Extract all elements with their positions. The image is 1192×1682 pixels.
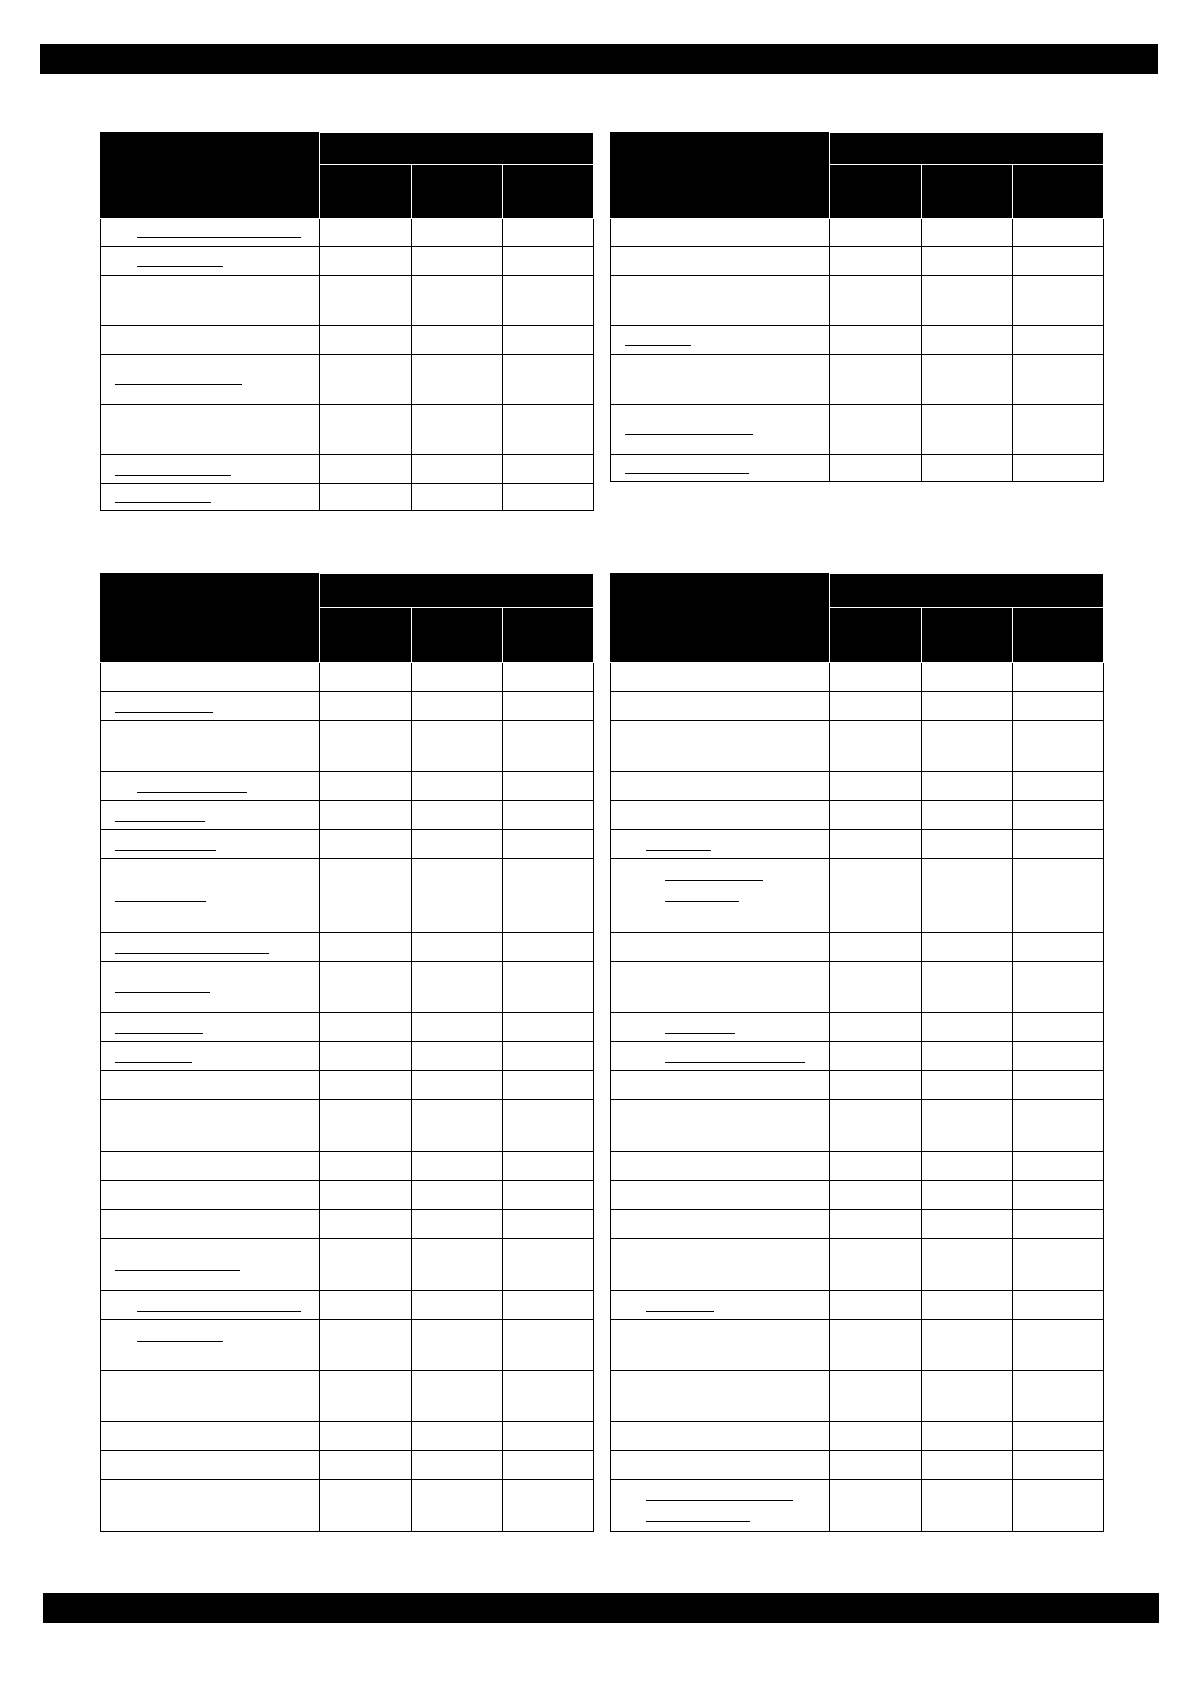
table-cell: [411, 1181, 502, 1210]
table-cell: [502, 1100, 593, 1152]
table-cell: [921, 1013, 1012, 1042]
table-cell: [921, 1451, 1012, 1480]
underline: [625, 434, 753, 435]
row-label: [101, 247, 320, 276]
table-cell: [411, 1291, 502, 1320]
table-cell: [411, 721, 502, 772]
table-cell: [1012, 663, 1103, 692]
table-cell: [921, 1371, 1012, 1422]
table-cell: [502, 455, 593, 484]
underline: [646, 1311, 714, 1312]
table-cell: [411, 1371, 502, 1422]
row-label: [101, 1152, 320, 1181]
subheader-cell: [1012, 608, 1103, 663]
table-cell: [411, 1013, 502, 1042]
row-label: [611, 1210, 830, 1239]
table-cell: [320, 1210, 411, 1239]
table-cell: [502, 1042, 593, 1071]
row-label: [611, 1071, 830, 1100]
table-cell: [1012, 1210, 1103, 1239]
table-cell: [411, 1480, 502, 1532]
row-label: [611, 326, 830, 355]
row-label: [611, 1291, 830, 1320]
table-cell: [921, 1239, 1012, 1291]
table-cell: [921, 721, 1012, 772]
table-cell: [921, 1042, 1012, 1071]
table-cell: [502, 1480, 593, 1532]
table-cell: [830, 247, 921, 276]
table-cell: [320, 1100, 411, 1152]
table-cell: [921, 1422, 1012, 1451]
row-label: [101, 355, 320, 405]
table-cell: [320, 455, 411, 484]
table-cell: [502, 801, 593, 830]
table-cell: [1012, 1181, 1103, 1210]
table-cell: [411, 326, 502, 355]
table-cell: [411, 663, 502, 692]
subheader-cell: [921, 165, 1012, 219]
underline: [625, 473, 749, 474]
table-cell: [830, 1239, 921, 1291]
underline: [115, 1270, 240, 1271]
row-label: [101, 484, 320, 511]
table-cell: [1012, 1291, 1103, 1320]
row-label: [611, 247, 830, 276]
table-cell: [320, 484, 411, 511]
table-cell: [830, 1451, 921, 1480]
table-cell: [830, 1071, 921, 1100]
row-label: [611, 1320, 830, 1371]
row-label: [101, 933, 320, 962]
table-cell: [320, 1013, 411, 1042]
subheader-cell: [320, 165, 411, 219]
table-cell: [502, 772, 593, 801]
table-cell: [411, 933, 502, 962]
row-label: [101, 859, 320, 933]
table-cell: [502, 1181, 593, 1210]
row-label: [611, 772, 830, 801]
table-cell: [320, 1422, 411, 1451]
table-cell: [411, 455, 502, 484]
table-cell: [320, 692, 411, 721]
row-label: [611, 1100, 830, 1152]
row-label: [611, 1013, 830, 1042]
table-cell: [921, 692, 1012, 721]
table-cell: [502, 1451, 593, 1480]
row-header-cell: [611, 574, 830, 663]
table-cell: [320, 933, 411, 962]
table-cell: [320, 355, 411, 405]
underline: [115, 850, 216, 851]
table-cell: [502, 355, 593, 405]
row-label: [611, 1181, 830, 1210]
table-cell: [411, 772, 502, 801]
table-cell: [830, 219, 921, 247]
table-cell: [320, 1291, 411, 1320]
table-cell: [1012, 247, 1103, 276]
table-cell: [502, 1210, 593, 1239]
row-label: [611, 455, 830, 482]
underline: [115, 712, 213, 713]
table-cell: [830, 1100, 921, 1152]
row-label: [611, 721, 830, 772]
table-cell: [830, 1320, 921, 1371]
table-cell: [502, 326, 593, 355]
table-cell: [1012, 326, 1103, 355]
table-cell: [502, 962, 593, 1013]
table-cell: [921, 247, 1012, 276]
table-cell: [1012, 801, 1103, 830]
table-cell: [830, 962, 921, 1013]
table-cell: [411, 1451, 502, 1480]
table-cell: [921, 1320, 1012, 1371]
table-cell: [1012, 721, 1103, 772]
table-cell: [320, 276, 411, 326]
underline: [665, 901, 739, 902]
row-label: [101, 1320, 320, 1371]
row-label: [101, 1071, 320, 1100]
table-cell: [830, 801, 921, 830]
table-cell: [921, 859, 1012, 933]
table-cell: [502, 721, 593, 772]
table-cell: [830, 1291, 921, 1320]
row-label: [101, 455, 320, 484]
table-cell: [411, 1071, 502, 1100]
row-label: [101, 1181, 320, 1210]
table-cell: [1012, 830, 1103, 859]
table-cell: [411, 276, 502, 326]
table-cell: [502, 484, 593, 511]
table-cell: [921, 663, 1012, 692]
table-cell: [1012, 405, 1103, 455]
table-cell: [411, 405, 502, 455]
table-cell: [1012, 859, 1103, 933]
table-cell: [830, 692, 921, 721]
table-cell: [830, 355, 921, 405]
table-cell: [1012, 1100, 1103, 1152]
group-header-cell: [320, 133, 594, 165]
table-cell: [502, 830, 593, 859]
table-cell: [830, 455, 921, 482]
row-label: [611, 1152, 830, 1181]
table-cell: [411, 1152, 502, 1181]
row-label: [611, 1042, 830, 1071]
table-cell: [502, 1013, 593, 1042]
row-label: [101, 1480, 320, 1532]
table-cell: [921, 933, 1012, 962]
table-cell: [320, 1320, 411, 1371]
table-cell: [502, 663, 593, 692]
subheader-cell: [502, 608, 593, 663]
table-cell: [320, 663, 411, 692]
table-cell: [1012, 962, 1103, 1013]
table-cell: [502, 276, 593, 326]
row-label: [101, 830, 320, 859]
row-label: [101, 1013, 320, 1042]
underline: [115, 1033, 203, 1034]
underline: [115, 992, 210, 993]
table-cell: [1012, 276, 1103, 326]
table-cell: [502, 859, 593, 933]
table-cell: [1012, 692, 1103, 721]
table-cell: [502, 1320, 593, 1371]
underline: [646, 1521, 750, 1522]
row-label: [611, 801, 830, 830]
table-cell: [320, 247, 411, 276]
underline: [646, 850, 711, 851]
table-cell: [320, 1451, 411, 1480]
table-cell: [411, 1100, 502, 1152]
table-cell: [320, 1480, 411, 1532]
row-label: [611, 1480, 830, 1532]
subheader-cell: [921, 608, 1012, 663]
table-cell: [921, 326, 1012, 355]
row-label: [611, 219, 830, 247]
row-label: [611, 859, 830, 933]
table-cell: [411, 355, 502, 405]
table-cell: [411, 1320, 502, 1371]
row-label: [611, 692, 830, 721]
row-label: [611, 830, 830, 859]
table-cell: [1012, 772, 1103, 801]
table-top-left: [100, 132, 594, 511]
underline: [665, 1033, 735, 1034]
table-cell: [921, 1152, 1012, 1181]
table-cell: [502, 1239, 593, 1291]
underline: [115, 901, 206, 902]
row-label: [101, 801, 320, 830]
row-label: [611, 663, 830, 692]
table-cell: [921, 801, 1012, 830]
row-label: [611, 405, 830, 455]
table-cell: [1012, 455, 1103, 482]
table-cell: [921, 405, 1012, 455]
table-cell: [921, 1181, 1012, 1210]
table-cell: [411, 247, 502, 276]
table-cell: [921, 830, 1012, 859]
table-cell: [1012, 1422, 1103, 1451]
subheader-cell: [502, 165, 593, 219]
table-cell: [320, 801, 411, 830]
table-cell: [502, 933, 593, 962]
table-cell: [1012, 1071, 1103, 1100]
table-cell: [921, 455, 1012, 482]
table-cell: [320, 1239, 411, 1291]
row-label: [101, 1371, 320, 1422]
table-cell: [411, 1422, 502, 1451]
row-label: [611, 355, 830, 405]
table-cell: [502, 405, 593, 455]
table-cell: [921, 219, 1012, 247]
table-cell: [320, 326, 411, 355]
table-cell: [921, 1071, 1012, 1100]
underline: [115, 953, 269, 954]
table-cell: [830, 326, 921, 355]
row-label: [101, 405, 320, 455]
table-cell: [411, 830, 502, 859]
table-cell: [320, 830, 411, 859]
table-cell: [411, 859, 502, 933]
underline: [115, 821, 205, 822]
table-cell: [921, 1480, 1012, 1532]
subheader-cell: [830, 608, 921, 663]
group-header-cell: [320, 574, 594, 608]
table-cell: [320, 859, 411, 933]
row-label: [101, 721, 320, 772]
table-cell: [1012, 1320, 1103, 1371]
table-cell: [1012, 1013, 1103, 1042]
table-cell: [830, 1152, 921, 1181]
table-top-right: [610, 132, 1104, 482]
table-cell: [830, 276, 921, 326]
table-cell: [320, 219, 411, 247]
table-cell: [411, 1239, 502, 1291]
row-label: [611, 1422, 830, 1451]
underline: [137, 1341, 223, 1342]
table-cell: [320, 405, 411, 455]
row-label: [611, 276, 830, 326]
underline: [115, 475, 231, 476]
table-cell: [921, 962, 1012, 1013]
table-cell: [1012, 355, 1103, 405]
row-label: [101, 276, 320, 326]
table-cell: [921, 1100, 1012, 1152]
table-cell: [830, 1013, 921, 1042]
subheader-cell: [411, 165, 502, 219]
table-bottom-right: [610, 573, 1104, 1532]
table-cell: [502, 247, 593, 276]
underline: [625, 345, 691, 346]
table-cell: [921, 276, 1012, 326]
table-cell: [502, 219, 593, 247]
table-cell: [1012, 1371, 1103, 1422]
table-cell: [502, 1152, 593, 1181]
underline: [115, 384, 242, 385]
table-cell: [921, 772, 1012, 801]
table-cell: [320, 1042, 411, 1071]
group-header-cell: [830, 574, 1104, 608]
row-label: [101, 772, 320, 801]
table-cell: [411, 1042, 502, 1071]
underline: [665, 880, 763, 881]
table-cell: [921, 355, 1012, 405]
table-cell: [411, 484, 502, 511]
row-label: [101, 219, 320, 247]
table-cell: [1012, 933, 1103, 962]
table-cell: [830, 859, 921, 933]
subheader-cell: [320, 608, 411, 663]
table-cell: [830, 1422, 921, 1451]
table-cell: [830, 405, 921, 455]
subheader-cell: [830, 165, 921, 219]
row-label: [101, 326, 320, 355]
group-header-cell: [830, 133, 1104, 165]
table-cell: [320, 1152, 411, 1181]
subheader-cell: [1012, 165, 1103, 219]
underline: [137, 237, 301, 238]
row-label: [101, 663, 320, 692]
table-cell: [1012, 1152, 1103, 1181]
underline: [646, 1500, 793, 1501]
table-bottom-left: [100, 573, 594, 1532]
underline: [115, 502, 211, 503]
table-cell: [830, 772, 921, 801]
table-cell: [411, 962, 502, 1013]
table-cell: [921, 1210, 1012, 1239]
row-label: [611, 1239, 830, 1291]
row-label: [101, 692, 320, 721]
row-label: [101, 1291, 320, 1320]
row-label: [101, 1422, 320, 1451]
row-label: [101, 1451, 320, 1480]
table-cell: [830, 1480, 921, 1532]
table-cell: [830, 830, 921, 859]
table-cell: [1012, 1451, 1103, 1480]
table-cell: [502, 1422, 593, 1451]
table-cell: [830, 663, 921, 692]
row-label: [611, 962, 830, 1013]
row-header-cell: [101, 574, 320, 663]
table-cell: [320, 721, 411, 772]
table-cell: [411, 801, 502, 830]
table-cell: [320, 772, 411, 801]
table-cell: [320, 962, 411, 1013]
table-cell: [1012, 1480, 1103, 1532]
table-cell: [502, 1071, 593, 1100]
row-label: [611, 1371, 830, 1422]
underline: [115, 1062, 192, 1063]
table-cell: [830, 721, 921, 772]
row-header-cell: [101, 133, 320, 219]
table-cell: [411, 219, 502, 247]
table-cell: [502, 1291, 593, 1320]
underline: [137, 792, 247, 793]
row-header-cell: [611, 133, 830, 219]
table-cell: [502, 1371, 593, 1422]
table-cell: [320, 1371, 411, 1422]
underline: [137, 1311, 301, 1312]
underline: [137, 266, 223, 267]
row-label: [611, 1451, 830, 1480]
row-label: [101, 1100, 320, 1152]
table-cell: [1012, 1042, 1103, 1071]
table-cell: [830, 1371, 921, 1422]
table-cell: [502, 692, 593, 721]
row-label: [101, 1239, 320, 1291]
underline: [665, 1062, 805, 1063]
table-cell: [830, 1181, 921, 1210]
table-cell: [1012, 219, 1103, 247]
row-label: [611, 933, 830, 962]
table-cell: [320, 1071, 411, 1100]
table-cell: [411, 692, 502, 721]
table-cell: [830, 933, 921, 962]
table-cell: [830, 1210, 921, 1239]
bottom-bar: [43, 1593, 1159, 1623]
table-cell: [411, 1210, 502, 1239]
row-label: [101, 962, 320, 1013]
table-cell: [1012, 1239, 1103, 1291]
top-bar: [40, 44, 1158, 74]
row-label: [101, 1210, 320, 1239]
subheader-cell: [411, 608, 502, 663]
row-label: [101, 1042, 320, 1071]
table-cell: [320, 1181, 411, 1210]
table-cell: [830, 1042, 921, 1071]
table-cell: [921, 1291, 1012, 1320]
